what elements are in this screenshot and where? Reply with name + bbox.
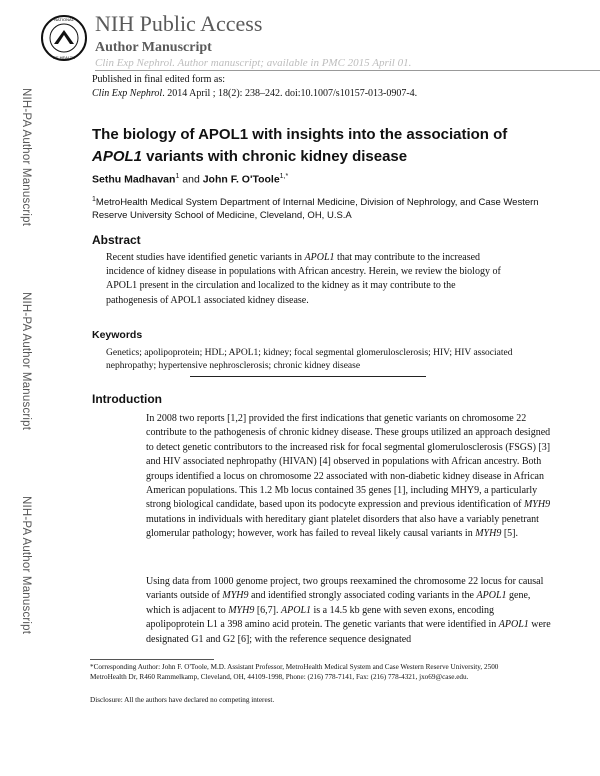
gene-name: APOL1 bbox=[304, 252, 335, 263]
body-paragraph bbox=[146, 575, 551, 647]
keywords-text: Genetics; apolipoprotein; HDL; APOL1; kidney; focal segmental glomerulosclerosis; HIV; HIV associated nephropathy; hypertensive nephrosclerosis; chronic kidney disease bbox=[106, 348, 513, 371]
body-paragraph bbox=[146, 412, 551, 542]
keywords-divider bbox=[190, 376, 426, 377]
side-label: NIH-PA Author Manuscript bbox=[20, 88, 32, 227]
text-run: and identified strongly associated coding variants in the bbox=[248, 590, 477, 602]
text-run: Using data from 1000 genome project, two groups reexamined the chromosome 22 locus for causal variants outside of bbox=[146, 576, 544, 602]
citation-details: . 2014 April ; 18(2): 238–242. doi:10.1007/s10157-013-0907-4. bbox=[162, 88, 418, 99]
author-affil-marker: 1 bbox=[175, 173, 180, 180]
gene-name: MYH9 bbox=[475, 528, 502, 540]
abstract-heading: Abstract bbox=[92, 233, 141, 247]
corresponding-author-footnote: *Corresponding Author: John F. O'Toole, M.D. Assistant Professor, MetroHealth Medical System and Case Western Reserve University, 2500 MetroHealth Dr, R460 Rammelkamp, Cleveland, OH, 44109-1998, Phone: (216) 778-7141, Fax: (216) 778-4321, jxo69@case.edu. bbox=[90, 663, 499, 681]
abstract-text-part: Recent studies have identified genetic variants in bbox=[106, 252, 305, 263]
header-title: NIH Public Access bbox=[95, 11, 263, 36]
side-label: NIH-PA Author Manuscript bbox=[20, 496, 32, 635]
header-divider bbox=[95, 70, 600, 71]
disclosure-footnote: Disclosure: All the authors have declared no competing interest. bbox=[90, 696, 275, 704]
text-run: is a 14.5 kb gene with seven exons, encoding apolipoprotein L1 a 398 amino acid protein. The genetic variants that were identified in bbox=[146, 604, 499, 631]
gene-name: APOL1 bbox=[281, 604, 311, 616]
author-separator: and bbox=[179, 173, 203, 186]
citation bbox=[92, 88, 417, 99]
introduction-heading: Introduction bbox=[92, 392, 162, 406]
text-run: [6,7]. bbox=[254, 604, 281, 616]
gene-name: MYH9 bbox=[222, 590, 249, 602]
text-run: were designated G1 and G2 [6]; with the reference sequence designated bbox=[146, 619, 551, 645]
nih-seal-logo bbox=[40, 14, 88, 62]
article-title-italic: APOL1 bbox=[92, 148, 143, 165]
abstract-text bbox=[106, 251, 506, 308]
text-run: gene, which is adjacent to bbox=[146, 590, 531, 616]
abstract-text-part: that may contribute to the increased incidence of kidney disease in populations with African ancestry. Herein, we review the biology of APOL1 present in the circulation and localized to the kidney as it may contribute to the pathogenesis of APOL1 associated kidney disease. bbox=[106, 252, 501, 306]
affiliation bbox=[92, 193, 562, 222]
article-title bbox=[92, 124, 562, 168]
gene-name: APOL1 bbox=[498, 619, 529, 631]
author-affil-marker: 1,* bbox=[279, 173, 289, 180]
header-subtitle: Author Manuscript bbox=[95, 40, 212, 55]
article-title-line1: The biology of APOL1 with insights into the association of bbox=[92, 126, 508, 143]
article-title-line2: variants with chronic kidney disease bbox=[142, 148, 408, 165]
authors bbox=[92, 173, 288, 186]
keywords-heading: Keywords bbox=[92, 329, 143, 341]
svg-text:NATIONAL: NATIONAL bbox=[54, 17, 74, 22]
side-label: NIH-PA Author Manuscript bbox=[20, 292, 32, 431]
journal-name: Clin Exp Nephrol bbox=[92, 88, 163, 99]
gene-name: APOL1 bbox=[476, 590, 507, 602]
affiliation-marker: 1 bbox=[92, 196, 96, 203]
header-availability-note: Clin Exp Nephrol. Author manuscript; available in PMC 2015 April 01. bbox=[95, 57, 412, 69]
author-name: John F. O'Toole bbox=[202, 173, 280, 186]
affiliation-text: MetroHealth Medical System Department of Internal Medicine, Division of Nephrology, and Case Western Reserve University School of Medicine, Cleveland, OH, U.S.A bbox=[92, 197, 539, 222]
published-in-label: Published in final edited form as: bbox=[92, 74, 226, 85]
footnote-divider bbox=[90, 659, 214, 660]
gene-name: MYH9 bbox=[523, 499, 551, 511]
text-run: [5]. bbox=[501, 528, 519, 540]
svg-text:OF HEALTH: OF HEALTH bbox=[52, 55, 76, 60]
text-run: In 2008 two reports [1,2] provided the first indications that genetic variants on chromosome 22 contribute to the pathogenesis of chronic kidney disease. These groups utilized an approach designed to detect genetic contributors to the increased risk for focal segmental glomerulosclerosis (FSGS) [3] and HIV associated nephropathy (HIVAN) [4] observed in populations with African ancestry. Both groups identified a locus on chromosome 22 associated with non-diabetic kidney disease in African American populations. This 1.2 Mb locus contained 35 genes [1], including MHY9, a particularly strong biological candidate, based upon its podocyte expression and previous identification of bbox=[146, 413, 551, 511]
gene-name: MYH9 bbox=[228, 604, 255, 616]
author-name: Sethu Madhavan bbox=[92, 173, 176, 186]
text-run: mutations in individuals with hereditary giant platelet disorders that also have a variably penetrant glomerular pathology; however, work has failed to reveal likely causal variants in bbox=[146, 513, 539, 540]
